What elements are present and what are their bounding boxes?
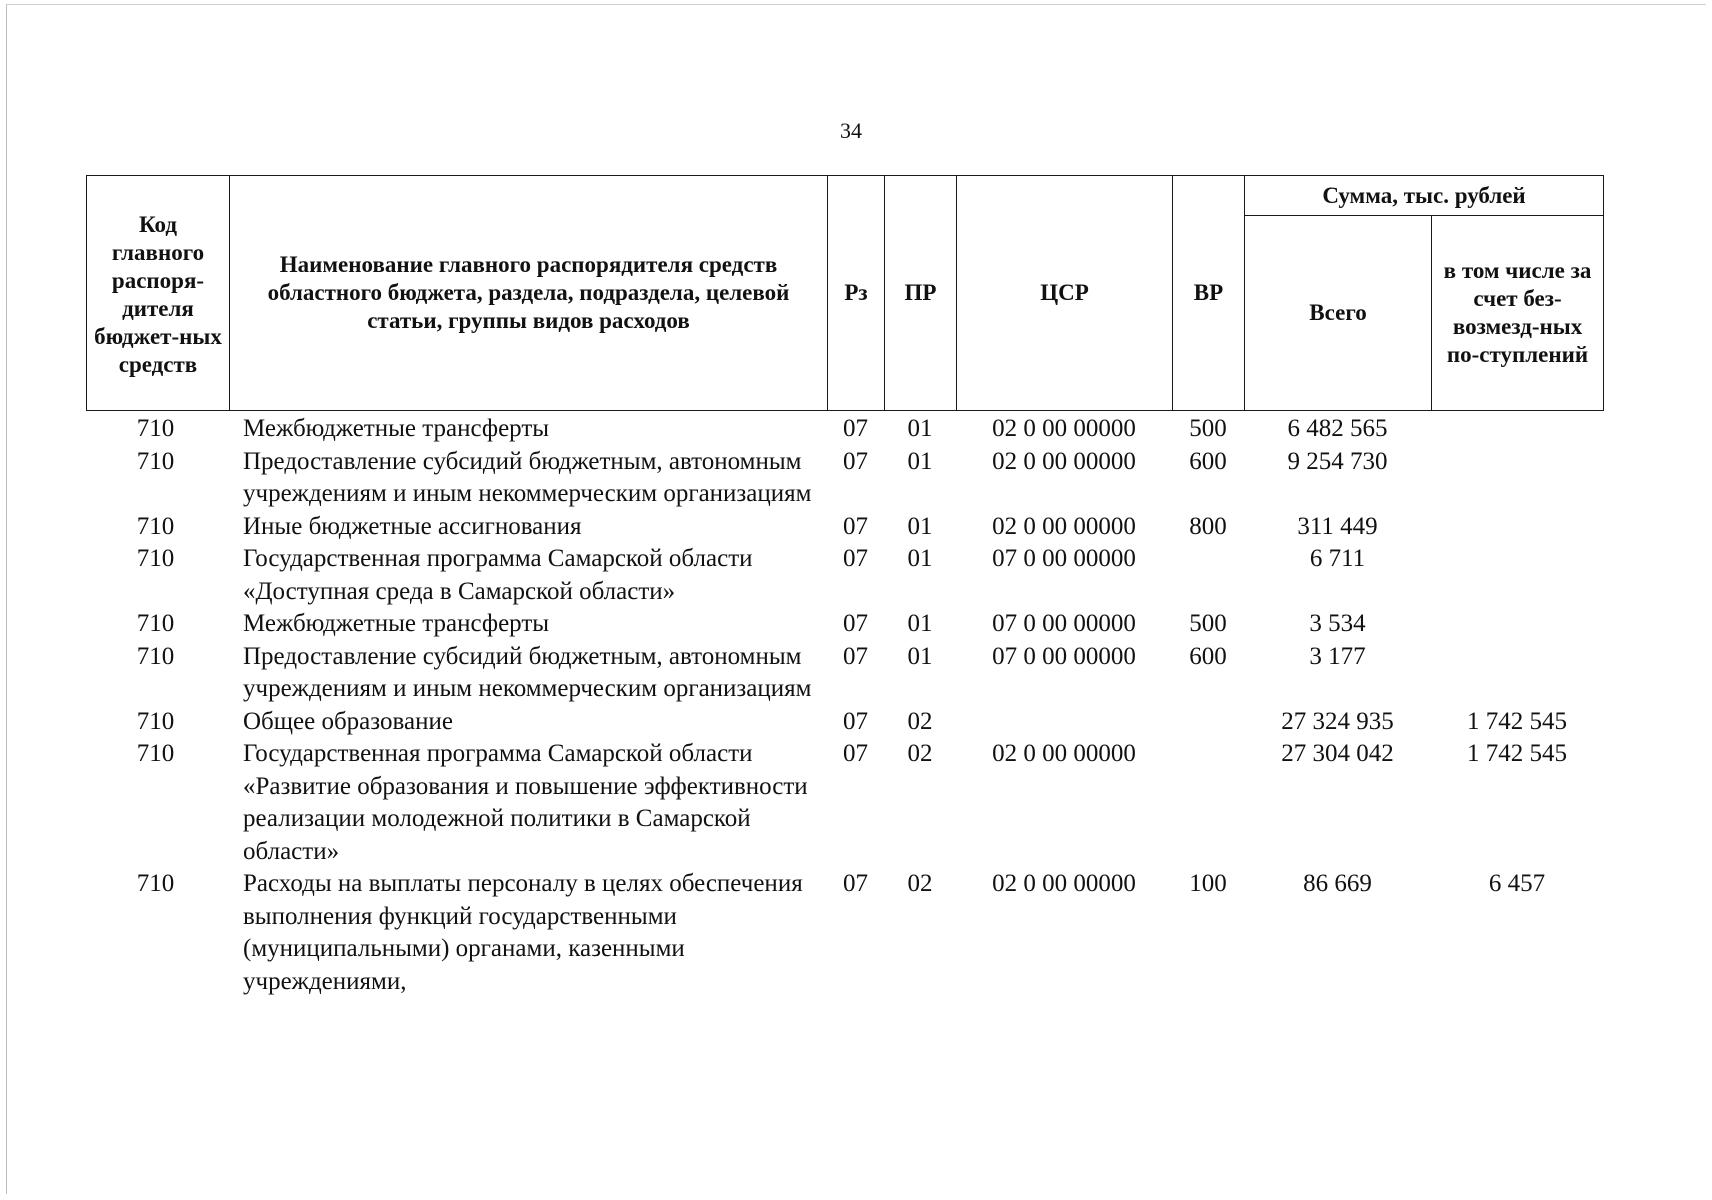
- cell-grant: [1431, 641, 1603, 706]
- cell-vr: [1172, 543, 1244, 608]
- header-total: Всего: [1245, 216, 1432, 411]
- table-body: [86, 413, 1603, 998]
- cell-vr: 500: [1189, 610, 1227, 637]
- cell-grant: 6 457: [1488, 870, 1546, 897]
- cell-pr: 01: [907, 545, 933, 572]
- cell-csr: 02 0 00 00000: [992, 870, 1136, 897]
- cell-grant: 1 742 545: [1467, 740, 1567, 767]
- cell-code: 710: [136, 415, 175, 442]
- cell-total: 27 324 935: [1281, 707, 1394, 735]
- table-row: [86, 413, 1603, 446]
- cell-pr: 02: [907, 707, 933, 735]
- cell-pr: 01: [907, 447, 933, 475]
- cell-csr: 07 0 00 00000: [992, 610, 1136, 637]
- cell-csr: 07 0 00 00000: [992, 545, 1136, 572]
- cell-rz: 07: [843, 707, 868, 735]
- cell-pr: 01: [907, 610, 933, 637]
- cell-grant: [1431, 543, 1603, 608]
- header-code: Код главного распоря-дителя бюджет-ных средств: [87, 176, 230, 411]
- cell-pr: 01: [907, 512, 933, 540]
- cell-csr: 02 0 00 00000: [992, 512, 1136, 540]
- cell-pr: 02: [907, 740, 933, 767]
- cell-rz: 07: [843, 870, 868, 897]
- cell-total: 6 711: [1309, 545, 1366, 572]
- cell-rz: 07: [843, 740, 868, 767]
- cell-pr: 01: [907, 415, 933, 442]
- cell-csr: 07 0 00 00000: [992, 642, 1136, 670]
- cell-rz: 07: [843, 610, 868, 637]
- table-header: [86, 175, 1604, 411]
- cell-name: Государственная программа Самарской области «Развитие образования и повышение эффективности реализации молодежной политики в Самарской области»: [243, 740, 808, 865]
- cell-csr: 02 0 00 00000: [992, 740, 1136, 767]
- cell-grant: [1431, 608, 1603, 641]
- cell-name: Общее образование: [243, 707, 453, 735]
- cell-name: Расходы на выплаты персоналу в целях обеспечения выполнения функций государственными (муниципальными) органами, казенными учреждениями,: [243, 870, 803, 995]
- header-vr: ВР: [1173, 176, 1245, 411]
- cell-code: 710: [136, 447, 175, 475]
- cell-total: 27 304 042: [1281, 740, 1394, 767]
- cell-csr: 02 0 00 00000: [992, 415, 1136, 442]
- cell-code: 710: [136, 740, 175, 767]
- cell-rz: 07: [843, 512, 868, 540]
- table-row: [86, 543, 1603, 608]
- header-grant: в том числе за счет без-возмезд-ных по-ступлений: [1432, 216, 1604, 411]
- cell-rz: 07: [843, 415, 868, 442]
- cell-vr: 600: [1189, 642, 1227, 670]
- cell-total: 86 669: [1303, 870, 1372, 897]
- page-number: 34: [840, 118, 862, 143]
- cell-grant: [1431, 511, 1603, 544]
- cell-name: Межбюджетные трансферты: [243, 415, 550, 442]
- header-pr: ПР: [885, 176, 957, 411]
- header-name: Наименование главного распорядителя средств областного бюджета, раздела, подраздела, целевой статьи, группы видов расходов: [230, 176, 828, 411]
- table-row: [86, 706, 1603, 739]
- cell-code: 710: [136, 707, 175, 735]
- cell-name: Предоставление субсидий бюджетным, автономным учреждениям и иным некоммерческим организациям: [243, 642, 812, 702]
- table-row: [86, 868, 1603, 998]
- cell-code: 710: [136, 642, 175, 670]
- cell-rz: 07: [843, 545, 868, 572]
- cell-total: 311 449: [1297, 512, 1378, 540]
- cell-grant: 1 742 545: [1467, 707, 1567, 735]
- cell-vr: 100: [1189, 870, 1227, 897]
- cell-name: Государственная программа Самарской области «Доступная среда в Самарской области»: [243, 545, 753, 605]
- cell-code: 710: [136, 545, 175, 572]
- header-csr: ЦСР: [957, 176, 1173, 411]
- cell-code: 710: [136, 610, 175, 637]
- table-row: [86, 641, 1603, 706]
- cell-code: 710: [136, 870, 175, 897]
- header-rz: Рз: [828, 176, 885, 411]
- cell-name: Иные бюджетные ассигнования: [243, 512, 582, 540]
- cell-vr: [1172, 738, 1244, 868]
- table-row: [86, 446, 1603, 511]
- cell-vr: 800: [1189, 512, 1227, 540]
- cell-total: 6 482 565: [1287, 415, 1388, 442]
- cell-code: 710: [136, 512, 175, 540]
- cell-grant: [1431, 446, 1603, 511]
- cell-rz: 07: [843, 642, 868, 670]
- cell-vr: [1172, 706, 1244, 739]
- cell-csr: [956, 706, 1172, 739]
- cell-name: Предоставление субсидий бюджетным, автономным учреждениям и иным некоммерческим организациям: [243, 447, 812, 507]
- cell-total: 3 177: [1309, 642, 1366, 670]
- cell-name: Межбюджетные трансферты: [243, 610, 550, 637]
- cell-vr: 600: [1189, 447, 1227, 475]
- cell-csr: 02 0 00 00000: [992, 447, 1136, 475]
- cell-total: 3 534: [1309, 610, 1366, 637]
- header-sum: Сумма, тыс. рублей: [1245, 176, 1604, 216]
- cell-grant: [1431, 413, 1603, 446]
- cell-vr: 500: [1189, 415, 1227, 442]
- cell-pr: 01: [907, 642, 933, 670]
- cell-pr: 02: [907, 870, 933, 897]
- cell-rz: 07: [843, 447, 868, 475]
- table-row: [86, 511, 1603, 544]
- table-row: [86, 608, 1603, 641]
- cell-total: 9 254 730: [1287, 447, 1388, 475]
- table-row: [86, 738, 1603, 868]
